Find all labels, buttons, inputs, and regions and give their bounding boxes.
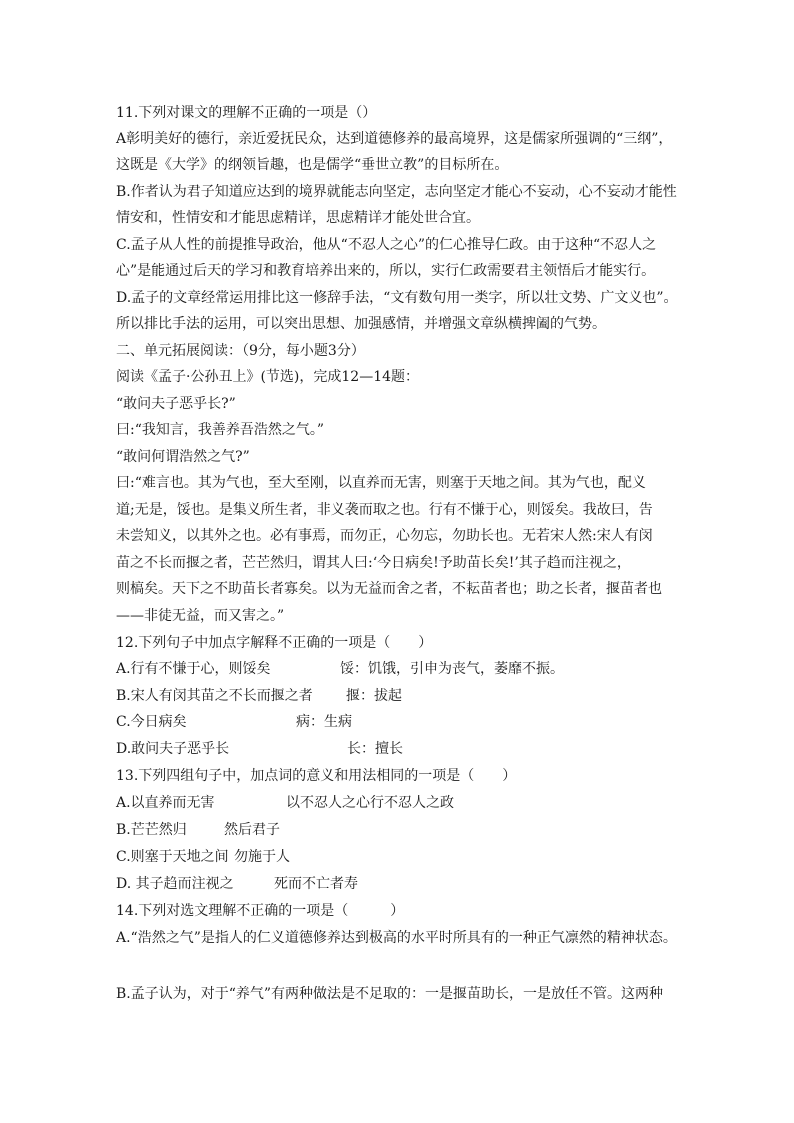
section2-intro: 阅读《孟子·公孙丑上》(节选)，完成12—14题： bbox=[116, 369, 420, 385]
q12-stem: 12.下列句子中加点字解释不正确的一项是（ ） bbox=[116, 635, 433, 651]
passage-line-4: 曰:“难言也。其为气也，至大至刚，以直养而无害，则塞于天地之间。其为气也，配义 bbox=[116, 475, 646, 491]
passage-line-2: 曰:“我知言，我善养吾浩然之气。” bbox=[116, 422, 325, 438]
q12-option-b: B.宋人有闵其苗之不长而揠之者 bbox=[116, 688, 313, 704]
q12-option-b-explanation: 揠：拔起 bbox=[346, 688, 402, 704]
q14-option-a: A.“浩然之气”是指人的仁义道德修养达到极高的水平时所具有的一种正气凛然的精神状态。 bbox=[116, 930, 677, 946]
passage-line-3: “敢问何谓浩然之气?” bbox=[116, 449, 250, 465]
passage-line-6: 未尝知义，以其外之也。必有事焉，而勿正，心勿忘，勿助长也。无若宋人然:宋人有闵 bbox=[116, 528, 653, 544]
q13-stem: 13.下列四组句子中，加点词的意义和用法相同的一项是（ ） bbox=[116, 768, 517, 784]
q12-option-a: A.行有不慊于心，则馁矣 bbox=[116, 661, 271, 677]
passage-line-9: ——非徒无益，而又害之。” bbox=[116, 608, 285, 624]
q12-option-d: D.敢问夫子恶乎长 bbox=[116, 741, 230, 757]
q13-option-d: D. 其子趋而注视之 bbox=[116, 876, 234, 892]
q13-option-d-compare: 死而不亡者寿 bbox=[274, 876, 358, 892]
q11-option-c-line1: C.孟子从人性的前提推导政治，他从“不忍人之心”的仁心推导仁政。由于这种“不忍人之 bbox=[116, 237, 657, 253]
q13-option-a-compare: 以不忍人之心行不忍人之政 bbox=[286, 795, 454, 811]
q12-option-c-explanation: 病：生病 bbox=[296, 714, 352, 730]
q13-option-a: A.以直养而无害 bbox=[116, 795, 215, 811]
section2-heading: 二、单元拓展阅读：（9分，每小题3分） bbox=[116, 343, 365, 359]
passage-line-5: 道;无是，馁也。是集义所生者，非义袭而取之也。行有不慊于心，则馁矣。我故曰，告 bbox=[116, 502, 653, 518]
passage-line-8: 则槁矣。天下之不助苗长者寡矣。以为无益而舍之者，不耘苗者也；助之长者，揠苗者也 bbox=[116, 581, 662, 597]
q13-option-c-compare: 勿施于人 bbox=[234, 849, 290, 865]
q12-option-d-explanation: 长：擅长 bbox=[347, 741, 403, 757]
q14-stem: 14.下列对选文理解不正确的一项是（ ） bbox=[116, 903, 405, 919]
q11-option-d-line1: D.孟子的文章经常运用排比这一修辞手法，“文有数句用一类字，所以壮文势、广文义也”。 bbox=[116, 290, 678, 306]
q13-option-b-compare: 然后君子 bbox=[224, 822, 280, 838]
q11-option-b-line2: 情安和，性情安和才能思虑精详，思虑精详才能处世合宜。 bbox=[116, 210, 480, 226]
q14-option-b: B.孟子认为，对于“养气”有两种做法是不足取的：一是揠苗助长，一是放任不管。这两种 bbox=[116, 986, 664, 1002]
q11-option-d-line2: 所以排比手法的运用，可以突出思想、加强感情，并增强文章纵横捭阖的气势。 bbox=[116, 316, 606, 332]
q12-option-a-explanation: 馁：饥饿，引申为丧气，萎靡不振。 bbox=[340, 661, 564, 677]
q11-option-b-line1: B.作者认为君子知道应达到的境界就能志向坚定，志向坚定才能心不妄动，心不妄动才能性 bbox=[116, 184, 677, 200]
q11-stem: 11.下列对课文的理解不正确的一项是（） bbox=[116, 105, 377, 121]
q13-option-b: B.芒芒然归 bbox=[116, 822, 187, 838]
passage-line-7: 苗之不长而揠之者，芒芒然归，谓其人曰:‘今日病矣!予助苗长矣!’其子趋而注视之， bbox=[116, 555, 631, 571]
q13-option-c: C.则塞于天地之间 bbox=[116, 849, 229, 865]
q12-option-c: C.今日病矣 bbox=[116, 714, 187, 730]
q11-option-c-line2: 心”是能通过后天的学习和教育培养出来的，所以，实行仁政需要君主领悟后才能实行。 bbox=[116, 263, 656, 279]
q11-option-a-line2: 这既是《大学》的纲领旨趣，也是儒学“垂世立教”的目标所在。 bbox=[116, 157, 509, 173]
q11-option-a-line1: A彰明美好的德行，亲近爱抚民众，达到道德修养的最高境界，这是儒家所强调的“三纲”， bbox=[116, 131, 673, 147]
passage-line-1: “敢问夫子恶乎长?” bbox=[116, 396, 236, 412]
